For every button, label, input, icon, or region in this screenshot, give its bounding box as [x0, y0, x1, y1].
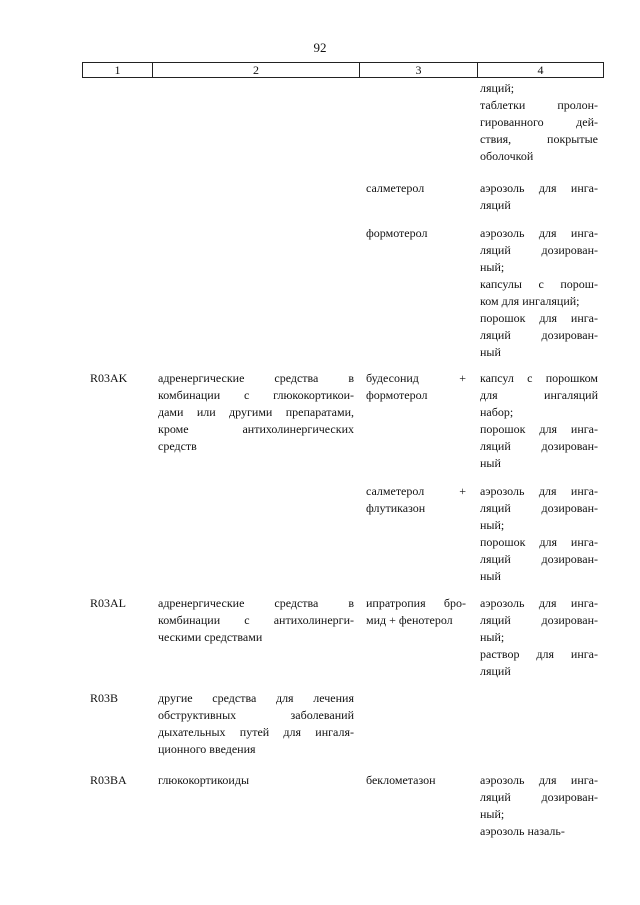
- cell-code-line: R03B: [90, 691, 119, 705]
- cell-forms-line: для ингаляций: [480, 388, 598, 402]
- cell-drug: [366, 595, 466, 629]
- page-number: 92: [313, 40, 327, 55]
- cell-drug-line: ипратропия бро-: [366, 596, 466, 610]
- cell-group-line: ческими средствами: [158, 630, 263, 644]
- cell-code: [90, 690, 150, 707]
- cell-code: [90, 595, 150, 612]
- cell-forms-line: ляций: [480, 664, 511, 678]
- cell-forms: [480, 80, 598, 165]
- cell-forms-line: ляций дозирован-: [480, 613, 598, 627]
- cell-forms-line: аэрозоль для инга-: [480, 773, 598, 787]
- cell-drug: [366, 483, 466, 517]
- cell-group-line: адренергические средства в: [158, 596, 354, 610]
- cell-drug-line: флутиказон: [366, 501, 426, 515]
- cell-drug-line: будесонид +: [366, 371, 466, 385]
- cell-forms-line: ный;: [480, 630, 505, 644]
- cell-code: [90, 772, 150, 789]
- cell-drug-line: беклометазон: [366, 773, 436, 787]
- cell-forms-line: ляций дозирован-: [480, 501, 598, 515]
- cell-code-line: R03AL: [90, 596, 126, 610]
- cell-forms-line: ный;: [480, 518, 505, 532]
- cell-group: [158, 690, 354, 758]
- cell-forms-line: набор;: [480, 405, 514, 419]
- cell-forms: [480, 370, 598, 472]
- cell-group-line: комбинации с антихолинерги-: [158, 613, 354, 627]
- cell-drug: [366, 772, 466, 789]
- cell-forms-line: таблетки пролон-: [480, 98, 598, 112]
- cell-group-line: дыхательных путей для ингаля-: [158, 725, 354, 739]
- cell-group-line: комбинации с глюкокортикои-: [158, 388, 354, 402]
- cell-forms-line: ляций дозирован-: [480, 439, 598, 453]
- cell-forms-line: ком для ингаляций;: [480, 294, 580, 308]
- cell-forms-line: ляций дозирован-: [480, 328, 598, 342]
- cell-drug-line: салметерол +: [366, 484, 466, 498]
- header-col-4: 4: [537, 63, 544, 77]
- cell-group-line: дами или другими препаратами,: [158, 405, 354, 419]
- cell-forms-line: ляций дозирован-: [480, 552, 598, 566]
- cell-code-line: R03BA: [90, 773, 127, 787]
- cell-group-line: другие средства для лечения: [158, 691, 354, 705]
- cell-forms-line: аэрозоль назаль-: [480, 824, 565, 838]
- cell-forms: [480, 772, 598, 840]
- cell-forms-line: аэрозоль для инга-: [480, 181, 598, 195]
- cell-forms-line: порошок для инга-: [480, 311, 598, 325]
- cell-forms-line: ляций;: [480, 81, 515, 95]
- cell-drug-line: формотерол: [366, 226, 428, 240]
- cell-group-line: обструктивных заболеваний: [158, 708, 354, 722]
- cell-forms-line: капсул с порошком: [480, 371, 598, 385]
- cell-drug-line: формотерол: [366, 388, 428, 402]
- cell-forms-line: гированного дей-: [480, 115, 598, 129]
- cell-group-line: глюкокортикоиды: [158, 773, 250, 787]
- header-col-1: 1: [83, 63, 153, 77]
- cell-forms-line: порошок для инга-: [480, 535, 598, 549]
- cell-group-line: средств: [158, 439, 197, 453]
- cell-forms-line: ляций дозирован-: [480, 243, 598, 257]
- header-col-2: 2: [153, 63, 360, 77]
- cell-forms-line: раствор для инга-: [480, 647, 598, 661]
- cell-code-line: R03AK: [90, 371, 128, 385]
- cell-drug: [366, 370, 466, 404]
- cell-forms-line: порошок для инга-: [480, 422, 598, 436]
- cell-drug: [366, 180, 466, 197]
- cell-forms: [480, 595, 598, 680]
- cell-forms: [480, 483, 598, 585]
- cell-forms: [480, 225, 598, 361]
- cell-forms-line: аэрозоль для инга-: [480, 226, 598, 240]
- cell-drug: [366, 225, 466, 242]
- cell-forms-line: оболочкой: [480, 149, 534, 163]
- cell-drug-line: мид + фенотерол: [366, 613, 453, 627]
- cell-group: [158, 370, 354, 455]
- header-col-3: 3: [360, 63, 478, 77]
- cell-forms-line: ный: [480, 569, 501, 583]
- cell-group-line: адренергические средства в: [158, 371, 354, 385]
- cell-group-line: кроме антихолинергических: [158, 422, 354, 436]
- cell-forms-line: ляций дозирован-: [480, 790, 598, 804]
- cell-forms-line: ный;: [480, 807, 505, 821]
- cell-group-line: ционного введения: [158, 742, 256, 756]
- cell-forms-line: ный;: [480, 260, 505, 274]
- cell-forms-line: аэрозоль для инга-: [480, 596, 598, 610]
- cell-group: [158, 595, 354, 646]
- cell-code: [90, 370, 150, 387]
- cell-forms-line: аэрозоль для инга-: [480, 484, 598, 498]
- cell-forms-line: ный: [480, 456, 501, 470]
- cell-group: [158, 772, 354, 789]
- cell-forms-line: ный: [480, 345, 501, 359]
- cell-forms: [480, 180, 598, 214]
- table-header: [82, 62, 604, 78]
- cell-forms-line: капсулы с порош-: [480, 277, 598, 291]
- cell-forms-line: ствия, покрытые: [480, 132, 598, 146]
- cell-forms-line: ляций: [480, 198, 511, 212]
- cell-drug-line: салметерол: [366, 181, 425, 195]
